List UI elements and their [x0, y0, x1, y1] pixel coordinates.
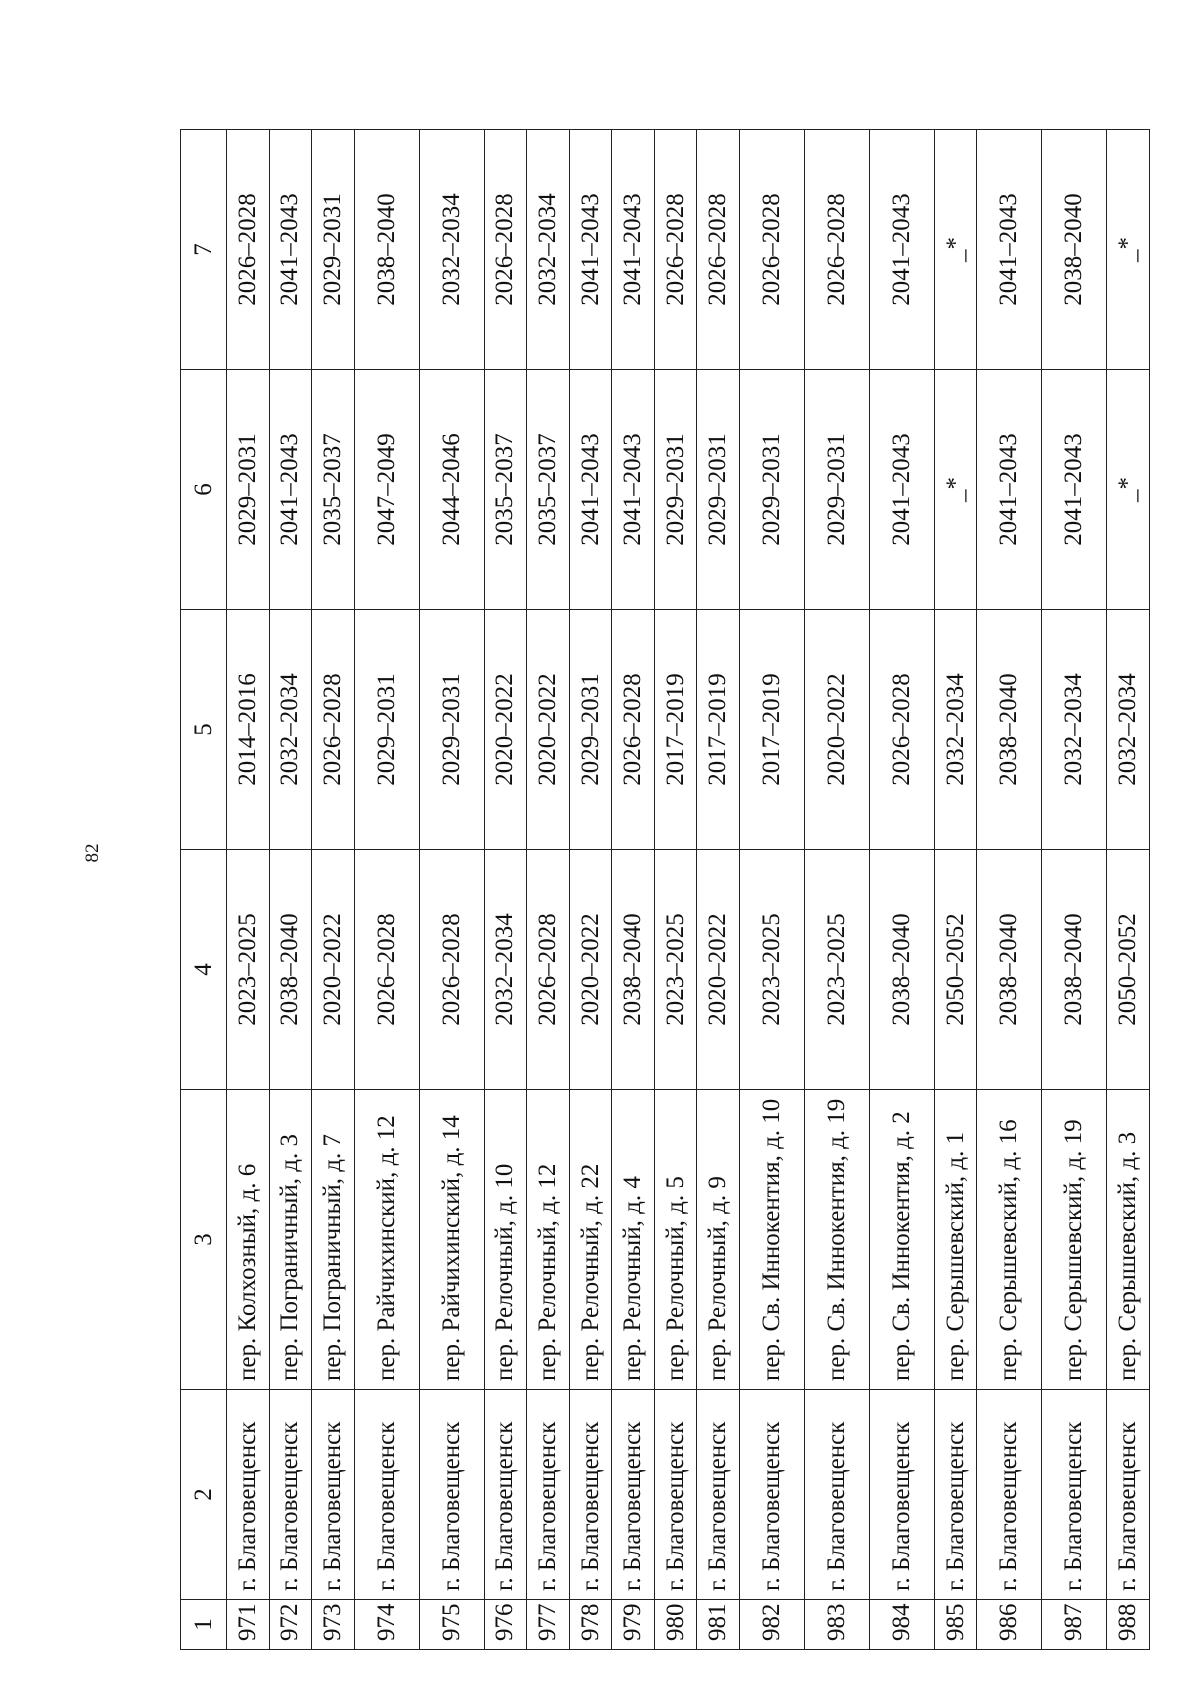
year-range-col7: 2026–2028: [697, 130, 740, 370]
address-cell: пер. Св. Иннокентия, д. 2: [869, 1090, 934, 1390]
year-range-col7: 2038–2040: [1042, 130, 1107, 370]
table-row: [419, 130, 484, 1650]
year-range-col4: 2020–2022: [697, 850, 740, 1090]
address-cell: пер. Пограничный, д. 7: [312, 1090, 355, 1390]
city-cell: г. Благовещенск: [804, 1390, 869, 1600]
table-row: [934, 130, 977, 1650]
city-cell: г. Благовещенск: [654, 1390, 697, 1600]
address-cell: пер. Релочный, д. 12: [527, 1090, 570, 1390]
row-number: 976: [484, 1600, 527, 1650]
city-cell: г. Благовещенск: [312, 1390, 355, 1600]
address-cell: пер. Пограничный, д. 3: [269, 1090, 312, 1390]
city-cell: г. Благовещенск: [354, 1390, 419, 1600]
address-cell: пер. Релочный, д. 4: [612, 1090, 655, 1390]
year-range-col6: 2041–2043: [869, 370, 934, 610]
page-number: 82: [82, 843, 103, 863]
table-row: [312, 130, 355, 1650]
table-row: [354, 130, 419, 1650]
year-range-col6: 2029–2031: [804, 370, 869, 610]
city-cell: г. Благовещенск: [1042, 1390, 1107, 1600]
column-header: 4: [181, 850, 227, 1090]
year-range-col7: 2041–2043: [977, 130, 1042, 370]
column-header: 2: [181, 1390, 227, 1600]
address-cell: пер. Серышевский, д. 19: [1042, 1090, 1107, 1390]
row-number: 985: [934, 1600, 977, 1650]
year-range-col5: 2029–2031: [569, 610, 612, 850]
column-header: 5: [181, 610, 227, 850]
city-cell: г. Благовещенск: [484, 1390, 527, 1600]
year-range-col4: 2023–2025: [654, 850, 697, 1090]
year-range-col5: 2032–2034: [934, 610, 977, 850]
year-range-col7: _*: [934, 130, 977, 370]
city-cell: г. Благовещенск: [697, 1390, 740, 1600]
table-row: [977, 130, 1042, 1650]
year-range-col6: 2044–2046: [419, 370, 484, 610]
city-cell: г. Благовещенск: [569, 1390, 612, 1600]
year-range-col7: 2026–2028: [227, 130, 270, 370]
row-number: 981: [697, 1600, 740, 1650]
year-range-col4: 2020–2022: [569, 850, 612, 1090]
address-cell: пер. Релочный, д. 10: [484, 1090, 527, 1390]
year-range-col6: 2035–2037: [527, 370, 570, 610]
year-range-col6: 2029–2031: [739, 370, 804, 610]
year-range-col7: 2026–2028: [804, 130, 869, 370]
year-range-col4: 2038–2040: [269, 850, 312, 1090]
year-range-col5: 2017–2019: [697, 610, 740, 850]
year-range-col4: 2023–2025: [227, 850, 270, 1090]
year-range-col7: 2041–2043: [869, 130, 934, 370]
column-header: 1: [181, 1600, 227, 1650]
year-range-col7: 2026–2028: [654, 130, 697, 370]
year-range-col4: 2038–2040: [869, 850, 934, 1090]
address-cell: пер. Колхозный, д. 6: [227, 1090, 270, 1390]
address-cell: пер. Райчихинский, д. 14: [419, 1090, 484, 1390]
address-cell: пер. Серышевский, д. 1: [934, 1090, 977, 1390]
table-row: [484, 130, 527, 1650]
address-cell: пер. Св. Иннокентия, д. 19: [804, 1090, 869, 1390]
table-container: [180, 130, 1150, 1650]
register-table: [180, 129, 1150, 1650]
year-range-col4: 2050–2052: [1107, 850, 1150, 1090]
table-row: [739, 130, 804, 1650]
year-range-col4: 2023–2025: [804, 850, 869, 1090]
table-row: [227, 130, 270, 1650]
year-range-col6: 2041–2043: [977, 370, 1042, 610]
year-range-col5: 2026–2028: [869, 610, 934, 850]
address-cell: пер. Серышевский, д. 16: [977, 1090, 1042, 1390]
year-range-col6: 2041–2043: [269, 370, 312, 610]
year-range-col6: _*: [1107, 370, 1150, 610]
column-header: 6: [181, 370, 227, 610]
row-number: 977: [527, 1600, 570, 1650]
address-cell: пер. Релочный, д. 9: [697, 1090, 740, 1390]
row-number: 978: [569, 1600, 612, 1650]
table-row: [612, 130, 655, 1650]
table-row: [1042, 130, 1107, 1650]
year-range-col5: 2020–2022: [484, 610, 527, 850]
year-range-col5: 2026–2028: [312, 610, 355, 850]
year-range-col6: 2035–2037: [484, 370, 527, 610]
column-header: 7: [181, 130, 227, 370]
year-range-col5: 2017–2019: [654, 610, 697, 850]
address-cell: пер. Серышевский, д. 3: [1107, 1090, 1150, 1390]
year-range-col5: 2017–2019: [739, 610, 804, 850]
row-number: 972: [269, 1600, 312, 1650]
city-cell: г. Благовещенск: [419, 1390, 484, 1600]
table-row: [804, 130, 869, 1650]
city-cell: г. Благовещенск: [1107, 1390, 1150, 1600]
year-range-col4: 2023–2025: [739, 850, 804, 1090]
year-range-col6: _*: [934, 370, 977, 610]
city-cell: г. Благовещенск: [527, 1390, 570, 1600]
city-cell: г. Благовещенск: [869, 1390, 934, 1600]
year-range-col4: 2026–2028: [419, 850, 484, 1090]
year-range-col6: 2035–2037: [312, 370, 355, 610]
table-row: [569, 130, 612, 1650]
row-number: 975: [419, 1600, 484, 1650]
row-number: 980: [654, 1600, 697, 1650]
row-number: 987: [1042, 1600, 1107, 1650]
row-number: 984: [869, 1600, 934, 1650]
table-row: [869, 130, 934, 1650]
column-header: 3: [181, 1090, 227, 1390]
year-range-col5: 2032–2034: [1107, 610, 1150, 850]
year-range-col7: 2029–2031: [312, 130, 355, 370]
year-range-col5: 2014–2016: [227, 610, 270, 850]
table-row: [269, 130, 312, 1650]
year-range-col4: 2038–2040: [1042, 850, 1107, 1090]
year-range-col7: 2026–2028: [739, 130, 804, 370]
year-range-col6: 2029–2031: [227, 370, 270, 610]
year-range-col7: 2032–2034: [527, 130, 570, 370]
table-row: [527, 130, 570, 1650]
address-cell: пер. Релочный, д. 22: [569, 1090, 612, 1390]
year-range-col5: 2032–2034: [269, 610, 312, 850]
table-body: [227, 130, 1150, 1650]
row-number: 979: [612, 1600, 655, 1650]
row-number: 971: [227, 1600, 270, 1650]
year-range-col4: 2020–2022: [312, 850, 355, 1090]
row-number: 974: [354, 1600, 419, 1650]
year-range-col7: _*: [1107, 130, 1150, 370]
city-cell: г. Благовещенск: [269, 1390, 312, 1600]
year-range-col7: 2041–2043: [269, 130, 312, 370]
row-number: 982: [739, 1600, 804, 1650]
year-range-col5: 2029–2031: [419, 610, 484, 850]
year-range-col7: 2041–2043: [612, 130, 655, 370]
address-cell: пер. Релочный, д. 5: [654, 1090, 697, 1390]
year-range-col5: 2038–2040: [977, 610, 1042, 850]
year-range-col7: 2041–2043: [569, 130, 612, 370]
header-row: [181, 130, 227, 1650]
year-range-col6: 2041–2043: [1042, 370, 1107, 610]
year-range-col4: 2026–2028: [354, 850, 419, 1090]
year-range-col4: 2026–2028: [527, 850, 570, 1090]
year-range-col5: 2020–2022: [804, 610, 869, 850]
address-cell: пер. Райчихинский, д. 12: [354, 1090, 419, 1390]
year-range-col7: 2032–2034: [419, 130, 484, 370]
row-number: 983: [804, 1600, 869, 1650]
year-range-col6: 2041–2043: [612, 370, 655, 610]
table-row: [697, 130, 740, 1650]
table-row: [654, 130, 697, 1650]
year-range-col6: 2041–2043: [569, 370, 612, 610]
year-range-col6: 2047–2049: [354, 370, 419, 610]
address-cell: пер. Св. Иннокентия, д. 10: [739, 1090, 804, 1390]
city-cell: г. Благовещенск: [739, 1390, 804, 1600]
year-range-col4: 2038–2040: [612, 850, 655, 1090]
year-range-col5: 2032–2034: [1042, 610, 1107, 850]
year-range-col5: 2029–2031: [354, 610, 419, 850]
row-number: 986: [977, 1600, 1042, 1650]
table-row: [1107, 130, 1150, 1650]
city-cell: г. Благовещенск: [227, 1390, 270, 1600]
row-number: 988: [1107, 1600, 1150, 1650]
year-range-col7: 2026–2028: [484, 130, 527, 370]
row-number: 973: [312, 1600, 355, 1650]
city-cell: г. Благовещенск: [977, 1390, 1042, 1600]
city-cell: г. Благовещенск: [934, 1390, 977, 1600]
year-range-col6: 2029–2031: [654, 370, 697, 610]
year-range-col4: 2038–2040: [977, 850, 1042, 1090]
year-range-col7: 2038–2040: [354, 130, 419, 370]
year-range-col5: 2020–2022: [527, 610, 570, 850]
year-range-col4: 2032–2034: [484, 850, 527, 1090]
city-cell: г. Благовещенск: [612, 1390, 655, 1600]
year-range-col4: 2050–2052: [934, 850, 977, 1090]
year-range-col5: 2026–2028: [612, 610, 655, 850]
year-range-col6: 2029–2031: [697, 370, 740, 610]
